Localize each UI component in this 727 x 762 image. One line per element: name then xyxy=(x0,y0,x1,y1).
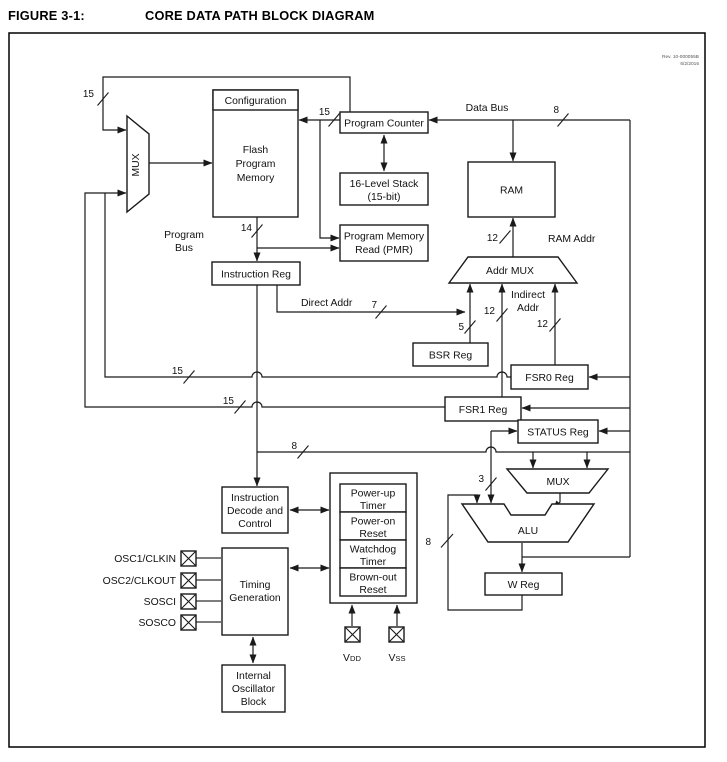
vss-pin-label: VSS xyxy=(388,653,406,664)
flash-label: Memory xyxy=(236,173,275,184)
reset-item-label: Timer xyxy=(359,557,387,568)
fsr1-reg-label: FSR1 Reg xyxy=(458,405,508,416)
pin-pad-icon xyxy=(345,627,360,642)
stack-block xyxy=(340,173,428,205)
timing-generation-label: Timing xyxy=(239,580,271,591)
bus-width-label: 15 xyxy=(171,366,183,377)
fsr0-reg-label: FSR0 Reg xyxy=(525,373,574,384)
pc-mux-block xyxy=(127,116,149,212)
data-bus-label: Data Bus xyxy=(465,103,509,114)
fsr0-reg-block xyxy=(511,365,588,389)
bus-width-label: 15 xyxy=(222,396,234,407)
internal-oscillator-label: Block xyxy=(240,697,267,708)
w-reg-block xyxy=(485,573,562,595)
instruction-decode-label: Control xyxy=(238,519,272,530)
bus-width-label: 8 xyxy=(553,105,559,116)
internal-oscillator-block xyxy=(222,665,285,712)
flash-label: Flash xyxy=(242,145,269,156)
bus-width-label: 15 xyxy=(318,107,330,118)
instruction-decode-label: Decode and xyxy=(226,506,284,517)
bus-width-label: 12 xyxy=(536,319,548,330)
status-reg-block xyxy=(518,420,598,443)
figure-number: FIGURE 3-1: xyxy=(8,8,85,23)
reset-item-label: Brown-out xyxy=(349,572,397,584)
instruction-reg-block xyxy=(212,262,300,285)
reset-item-label: Watchdog xyxy=(349,544,397,556)
pin-label: OSC2/CLKOUT xyxy=(102,576,176,587)
bsr-reg-label: BSR Reg xyxy=(428,350,473,362)
pin-pad-icon xyxy=(181,551,196,566)
revision-number: Rev. 10-000055B xyxy=(662,55,699,60)
bus-width-label: 12 xyxy=(483,306,495,317)
timing-generation-block xyxy=(222,548,288,635)
pmr-label: Program Memory xyxy=(343,231,425,243)
ram-block xyxy=(468,162,555,217)
stack-label: (15-bit) xyxy=(367,192,401,203)
pin-pad-icon xyxy=(389,627,404,642)
bus-width-label: 5 xyxy=(458,322,464,333)
flash-label: Program xyxy=(235,159,276,170)
w-reg-label: W Reg xyxy=(507,580,540,591)
reset-item-label: Power-up xyxy=(350,488,396,500)
instruction-decode-block xyxy=(222,487,288,533)
vdd-pin-label: VDD xyxy=(343,653,361,664)
pin-label: SOSCO xyxy=(138,618,176,629)
pmr-label: Read (PMR) xyxy=(355,245,413,256)
bus-width-label: 7 xyxy=(371,300,377,311)
figure-title: CORE DATA PATH BLOCK DIAGRAM xyxy=(145,8,375,23)
instruction-reg-label: Instruction Reg xyxy=(221,269,291,281)
ram-label: RAM xyxy=(499,185,524,197)
bus-width-label: 8 xyxy=(425,537,431,548)
internal-oscillator-label: Oscillator xyxy=(231,684,276,695)
timing-generation-box xyxy=(222,548,288,635)
flash-program-memory-block xyxy=(213,90,298,217)
configuration-label: Configuration xyxy=(224,96,287,107)
bsr-reg-block xyxy=(413,343,488,366)
bus-width-label: 3 xyxy=(478,474,484,485)
direct-addr-label: Direct Addr xyxy=(301,298,353,309)
program-counter-label: Program Counter xyxy=(344,118,424,130)
alu-label: ALU xyxy=(517,526,539,537)
pin-pad-icon xyxy=(181,594,196,609)
revision-date: 6/2/2016 xyxy=(680,62,699,67)
internal-oscillator-label: Internal xyxy=(236,671,271,682)
timing-generation-label: Generation xyxy=(229,593,281,604)
bus-width-label: 15 xyxy=(82,89,94,100)
stack-label: 16-Level Stack xyxy=(349,179,419,190)
pin-pad-icon xyxy=(181,573,196,588)
reset-item-label: Power-on xyxy=(350,516,396,528)
pmr-block xyxy=(340,225,428,261)
pin-label: OSC1/CLKIN xyxy=(114,554,176,565)
reset-item-label: Reset xyxy=(359,529,387,540)
indirect-addr-label: Addr xyxy=(517,303,539,314)
pc-mux-label: MUX xyxy=(131,153,142,177)
program-bus-label: Bus xyxy=(175,243,193,254)
program-counter-block xyxy=(340,112,428,133)
reset-item-label: Reset xyxy=(359,585,387,596)
pin-pad-icon xyxy=(181,615,196,630)
addr-mux-block xyxy=(449,257,577,283)
reset-item-label: Timer xyxy=(359,501,387,512)
addr-mux-label: Addr MUX xyxy=(486,266,534,277)
alu-mux-label: MUX xyxy=(546,477,570,488)
ram-addr-label: RAM Addr xyxy=(548,234,596,245)
program-bus-label: Program xyxy=(164,230,204,241)
instruction-decode-label: Instruction xyxy=(231,493,279,504)
fsr1-reg-block xyxy=(445,397,521,421)
status-reg-label: STATUS Reg xyxy=(527,427,589,439)
resets-block xyxy=(330,473,417,603)
bus-width-label: 14 xyxy=(240,223,252,234)
pin-label: SOSCI xyxy=(143,597,176,608)
indirect-addr-label: Indirect xyxy=(510,290,546,301)
bus-width-label: 8 xyxy=(291,441,297,452)
bus-width-label: 12 xyxy=(486,233,498,244)
